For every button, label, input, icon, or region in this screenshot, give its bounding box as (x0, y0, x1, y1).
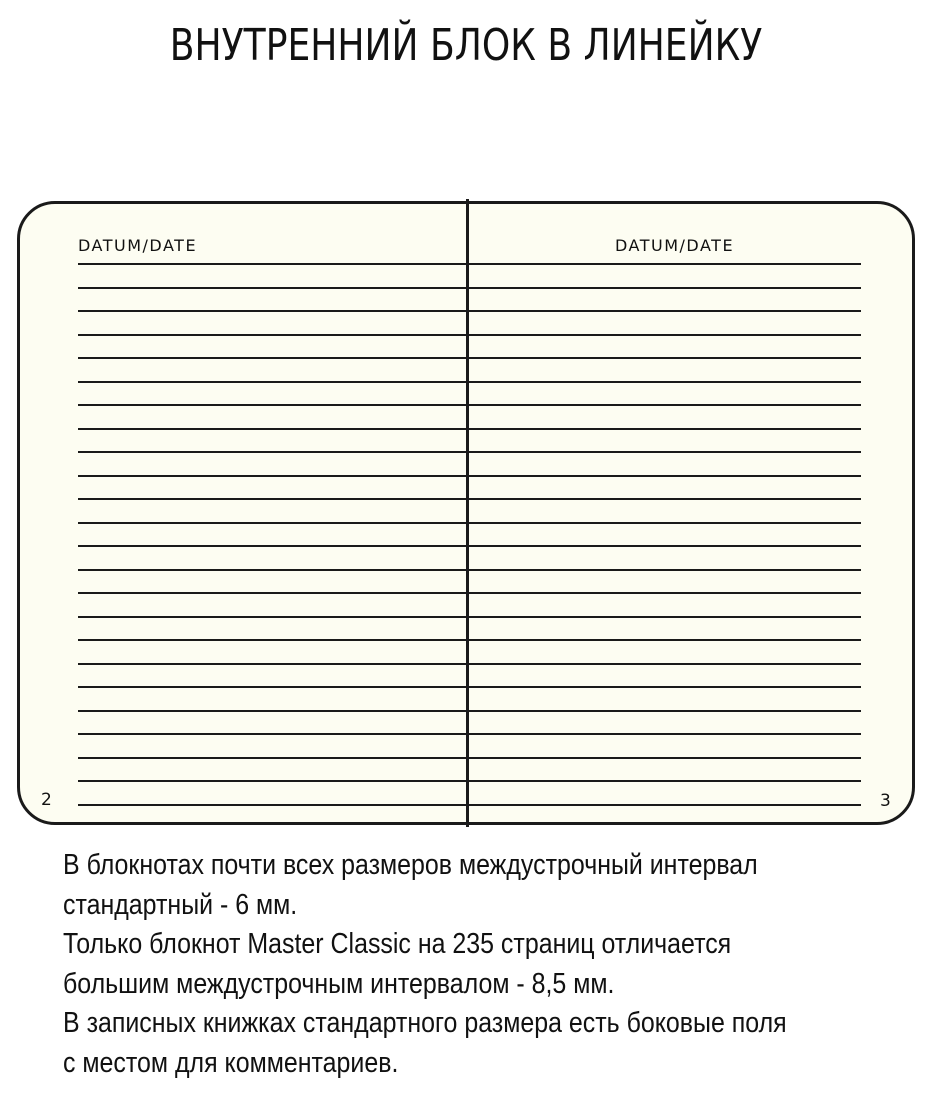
left-page-ruled-line (78, 451, 466, 453)
left-page-ruled-line (78, 569, 466, 571)
right-page-number: 3 (880, 791, 891, 811)
right-page-ruled-line (469, 757, 861, 759)
left-page-ruled-line (78, 616, 466, 618)
description-line: В блокнотах почти всех размеров междустрочный интервал (63, 849, 758, 881)
left-page-ruled-line (78, 522, 466, 524)
right-page-ruled-line (469, 310, 861, 312)
left-page-ruled-line (78, 545, 466, 547)
right-page-ruled-line (469, 381, 861, 383)
right-page-ruled-line (469, 780, 861, 782)
description-text (63, 846, 803, 1083)
left-page-ruled-line (78, 357, 466, 359)
left-page-ruled-line (78, 263, 466, 265)
left-page-ruled-line (78, 310, 466, 312)
left-page-date-header: DATUM/DATE (78, 236, 198, 255)
description-line: Только блокнот Master Classic на 235 страниц отличается (63, 928, 732, 960)
right-page-date-header: DATUM/DATE (615, 236, 735, 255)
right-page-ruled-line (469, 334, 861, 336)
left-page-ruled-line (78, 475, 466, 477)
description-line: стандартный - 6 мм. (63, 888, 298, 921)
right-page-ruled-line (469, 616, 861, 618)
right-page-ruled-line (469, 357, 861, 359)
description-line: с местом для комментариев. (63, 1046, 399, 1079)
left-page-ruled-line (78, 663, 466, 665)
left-page-ruled-line (78, 686, 466, 688)
description-line: большим междустрочным интервалом - 8,5 мм. (63, 967, 615, 1000)
right-page-ruled-line (469, 686, 861, 688)
left-page-ruled-line (78, 780, 466, 782)
right-page-ruled-line (469, 663, 861, 665)
left-page-ruled-line (78, 733, 466, 735)
description-line: В записных книжках стандартного размера есть боковые поля (63, 1007, 787, 1039)
left-page-ruled-line (78, 334, 466, 336)
right-page-ruled-line (469, 592, 861, 594)
right-page-ruled-line (469, 451, 861, 453)
left-page-ruled-line (78, 592, 466, 594)
left-page-ruled-line (78, 804, 466, 806)
left-page-ruled-line (78, 404, 466, 406)
right-page-ruled-line (469, 475, 861, 477)
right-page-ruled-line (469, 522, 861, 524)
right-page-ruled-line (469, 733, 861, 735)
right-page-ruled-line (469, 710, 861, 712)
right-page-ruled-line (469, 404, 861, 406)
left-page-ruled-line (78, 639, 466, 641)
right-page-ruled-line (469, 498, 861, 500)
left-page-ruled-line (78, 381, 466, 383)
right-page-ruled-line (469, 263, 861, 265)
right-page-ruled-line (469, 639, 861, 641)
left-page-ruled-line (78, 498, 466, 500)
left-page-ruled-line (78, 757, 466, 759)
page-title: ВНУТРЕННИЙ БЛОК В ЛИНЕЙКУ (169, 20, 763, 71)
left-page-ruled-line (78, 428, 466, 430)
right-page-ruled-line (469, 545, 861, 547)
left-page-ruled-line (78, 710, 466, 712)
right-page-ruled-line (469, 428, 861, 430)
right-page-ruled-line (469, 287, 861, 289)
left-page-ruled-line (78, 287, 466, 289)
right-page-ruled-line (469, 569, 861, 571)
right-page-ruled-line (469, 804, 861, 806)
left-page-number: 2 (41, 790, 52, 810)
